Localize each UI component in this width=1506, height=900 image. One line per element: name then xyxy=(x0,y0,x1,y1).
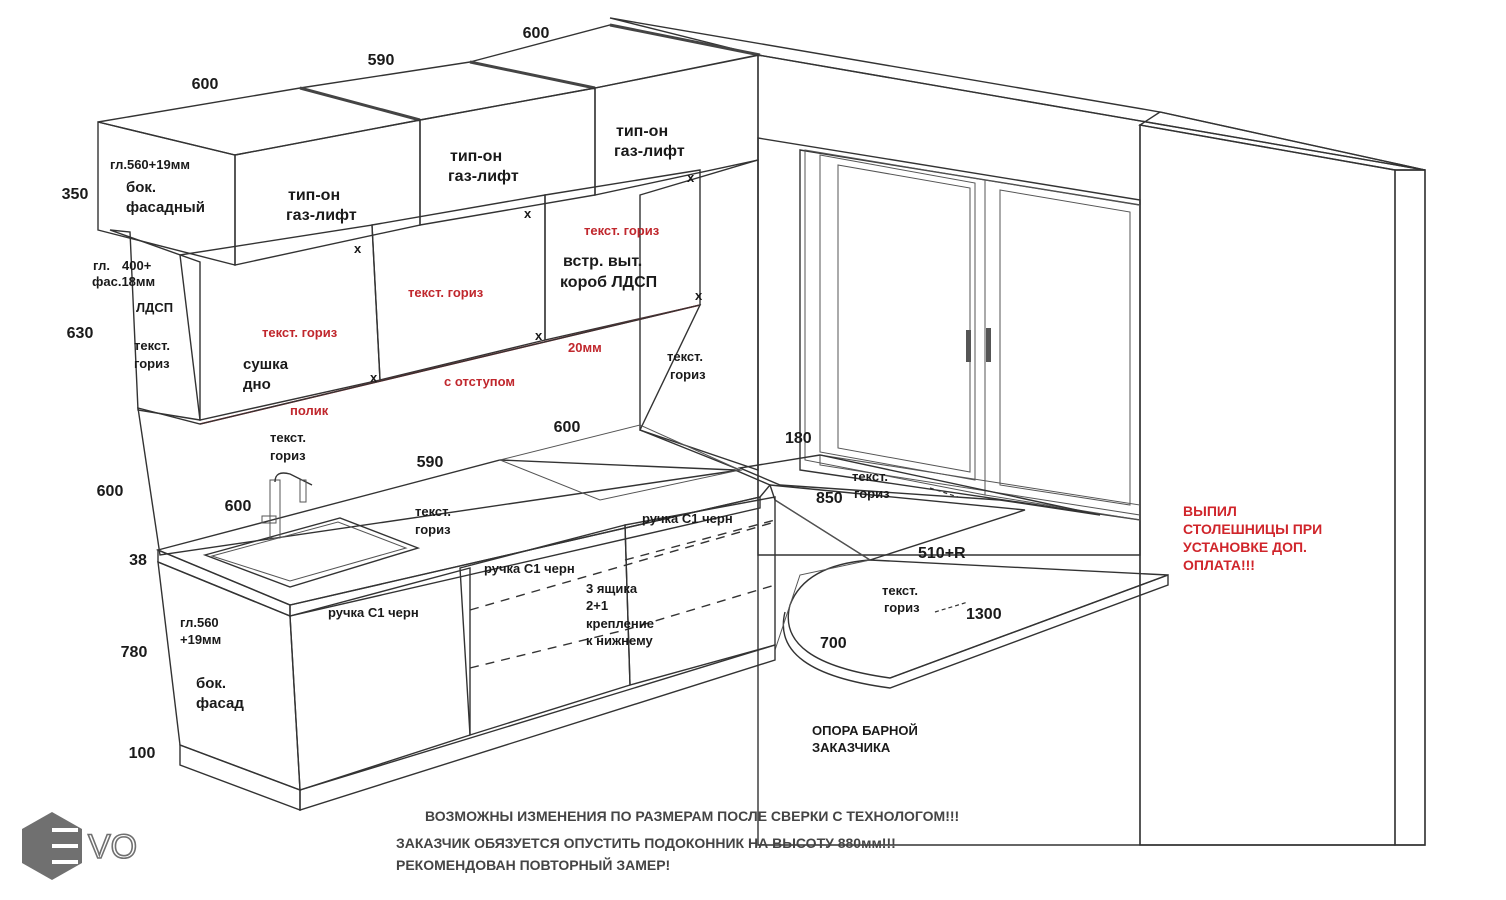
dim-upper-width-left: 600 xyxy=(191,76,219,93)
note-line3: РЕКОМЕНДОВАН ПОВТОРНЫЙ ЗАМЕР! xyxy=(396,857,671,873)
lower-side-label-2: 400+ xyxy=(122,258,152,273)
dim-lower-height: 780 xyxy=(120,644,148,661)
lower-side-label-6: гориз xyxy=(134,356,170,371)
upper-side-label-1: гл.560+19мм xyxy=(110,157,190,172)
dim-upper-width-mid: 590 xyxy=(367,52,395,69)
support-line2: ЗАКАЗЧИКА xyxy=(812,740,891,755)
offset-mm-label: 20мм xyxy=(568,340,602,355)
lower-side-line1: гл.560 xyxy=(180,615,219,630)
lower-side-label-5: текст. xyxy=(134,338,170,353)
warning-line4: ОПЛАТА!!! xyxy=(1183,557,1255,573)
lower-cabinets xyxy=(158,497,775,810)
dim-hob-width: 600 xyxy=(553,419,581,436)
sink xyxy=(205,518,418,587)
hob xyxy=(500,425,740,500)
backsplash-texture-line1: текст. xyxy=(270,430,306,445)
window-handle-right-icon xyxy=(986,328,991,362)
drawers-line3: крепление xyxy=(586,616,654,631)
tipon-1-line2: газ-лифт xyxy=(286,207,357,224)
lower-side-line4: фасад xyxy=(196,695,244,712)
dim-countertop-mid: 590 xyxy=(416,454,444,471)
mark-6: x xyxy=(370,370,378,385)
dryer-line2: дно xyxy=(243,376,271,393)
warning-line3: УСТАНОВКЕ ДОП. xyxy=(1183,539,1307,555)
handle-mid-label: ручка С1 черн xyxy=(484,561,575,576)
window-handle-left-icon xyxy=(966,330,971,362)
evo-logo xyxy=(22,812,137,880)
texture-mid-label: текст. гориз xyxy=(408,285,484,300)
hood-line2: короб ЛДСП xyxy=(560,274,658,291)
tipon-2-line1: тип-он xyxy=(450,148,503,165)
backsplash-texture-line2: гориз xyxy=(270,448,306,463)
dim-backsplash-height: 600 xyxy=(96,483,124,500)
bar-texture-b-line2: гориз xyxy=(884,600,920,615)
bar-texture-a-line1: текст. xyxy=(852,469,888,484)
mark-1: x xyxy=(687,170,695,185)
tipon-2-line2: газ-лифт xyxy=(448,168,519,185)
mark-4: x xyxy=(695,288,703,303)
dryer-line1: сушка xyxy=(243,356,289,373)
lower-side-label-1: гл. xyxy=(93,258,110,273)
bar-texture-a-line2: гориз xyxy=(854,486,890,501)
dim-sink-width: 600 xyxy=(224,498,252,515)
lower-side-line2: +19мм xyxy=(180,632,222,647)
dim-upper-width-right: 600 xyxy=(522,25,550,42)
upper-side-label-2: бок. xyxy=(126,179,157,196)
mark-3: x xyxy=(354,241,362,256)
tipon-3-line1: тип-он xyxy=(616,123,669,140)
drawers-line1: 3 ящика xyxy=(586,581,638,596)
texture-left-label: текст. гориз xyxy=(262,325,338,340)
lower-side-line3: бок. xyxy=(196,675,227,692)
hood-line1: встр. выт. xyxy=(563,253,643,270)
end-panel-line2: гориз xyxy=(670,367,706,382)
note-line1: ВОЗМОЖНЫ ИЗМЕНЕНИЯ ПО РАЗМЕРАМ ПОСЛЕ СВЕРКИ С ТЕХНОЛОГОМ!!! xyxy=(425,808,960,824)
dim-upper-height-mid: 630 xyxy=(66,325,94,342)
dim-radius: 510+R xyxy=(918,545,966,562)
wall-pillar xyxy=(1140,112,1425,845)
handle-right-label: ручка С1 черн xyxy=(642,511,733,526)
drawers-line2: 2+1 xyxy=(586,598,609,613)
offset-label: с отступом xyxy=(444,374,516,389)
support-line1: ОПОРА БАРНОЙ xyxy=(812,723,918,738)
bar-texture-b-line1: текст. xyxy=(882,583,918,598)
mark-2: x xyxy=(524,206,532,221)
lower-side-label-4: ЛДСП xyxy=(136,300,174,315)
bar-counter xyxy=(740,455,1168,688)
back-wall xyxy=(610,18,1425,845)
countertop-texture-line1: текст. xyxy=(415,504,451,519)
tipon-3-line2: газ-лифт xyxy=(614,143,685,160)
logo-text: VO xyxy=(88,828,138,866)
handle-left-label: ручка С1 черн xyxy=(328,605,419,620)
lower-side-label-3: фас.18мм xyxy=(92,274,156,289)
dim-850: 850 xyxy=(816,490,843,507)
countertop-texture-line2: гориз xyxy=(415,522,451,537)
upper-side-label-3: фасадный xyxy=(126,199,205,216)
note-line2: ЗАКАЗЧИК ОБЯЗУЕТСЯ ОПУСТИТЬ ПОДОКОННИК НА ВЫСОТУ 880мм!!! xyxy=(396,835,896,851)
dim-countertop-thickness: 38 xyxy=(129,552,147,569)
end-panel-line1: текст. xyxy=(667,349,703,364)
shelf-label: полик xyxy=(290,403,329,418)
dim-bar-width: 700 xyxy=(820,635,847,652)
warning-line1: ВЫПИЛ xyxy=(1183,503,1237,519)
plinth xyxy=(180,745,300,810)
tipon-1-line1: тип-он xyxy=(288,187,341,204)
texture-right-label: текст. гориз xyxy=(584,223,660,238)
arrow-b xyxy=(935,602,968,612)
warning-line2: СТОЛЕШНИЦЫ ПРИ xyxy=(1183,521,1323,537)
drawers-line4: к нижнему xyxy=(586,633,653,648)
dim-upper-height-top: 350 xyxy=(61,186,89,203)
dim-windowsill: 180 xyxy=(785,430,812,447)
dim-plinth-height: 100 xyxy=(128,745,156,762)
mark-5: x xyxy=(535,328,543,343)
dim-bar-length: 1300 xyxy=(966,606,1002,623)
